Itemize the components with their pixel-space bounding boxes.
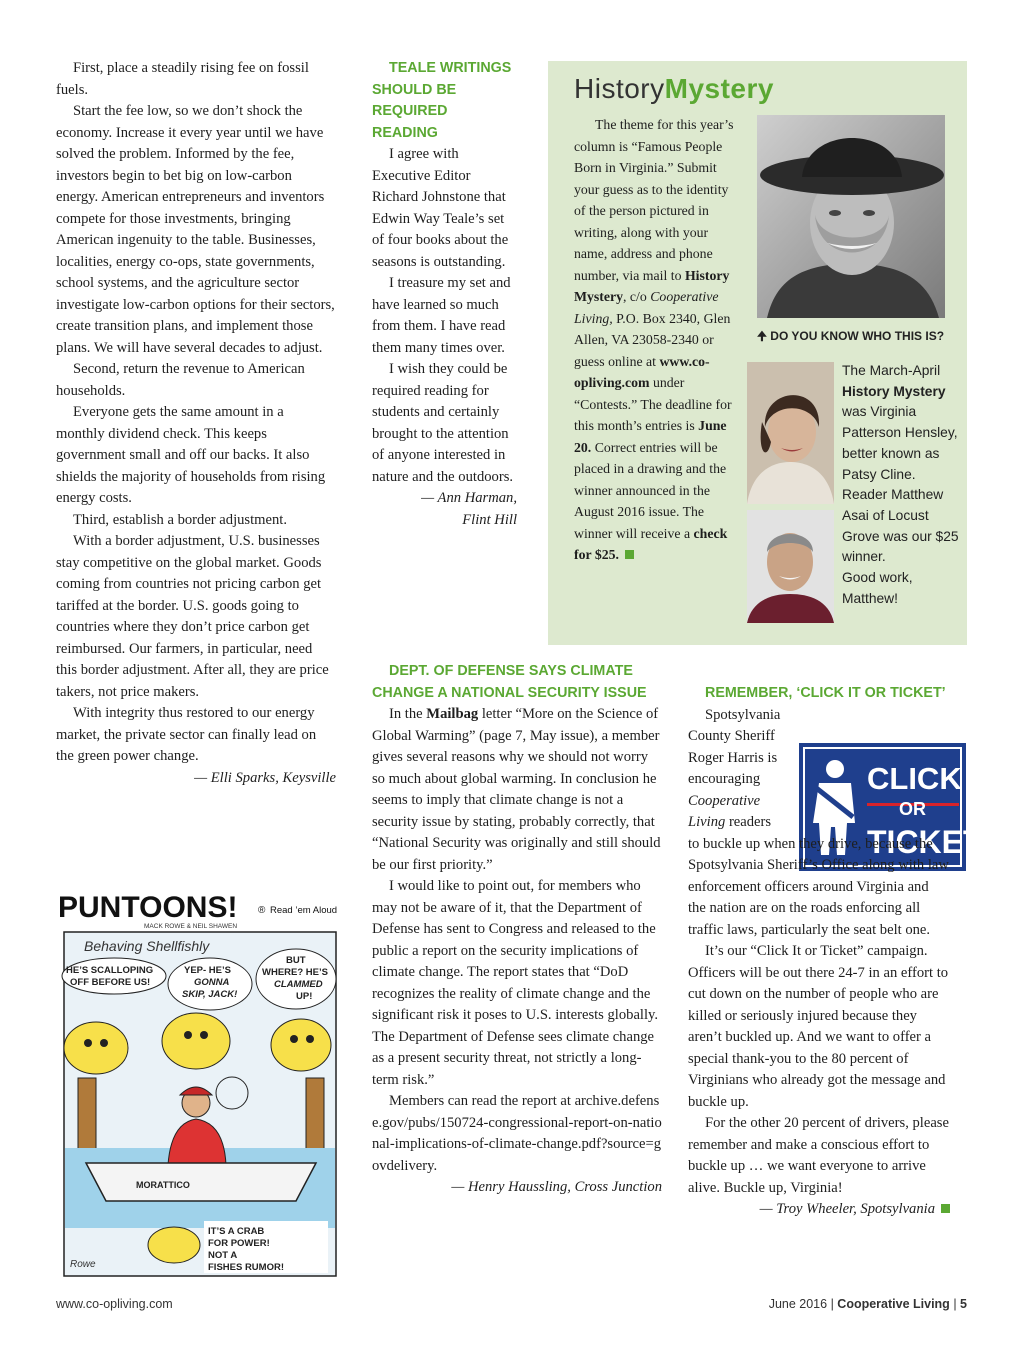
bubble2-line1: YEP- HE’S — [184, 965, 231, 976]
paragraph: I would like to point out, for members who may not be aware of it, that the Department of Defense has sent to Congress and released to the public a report on the security implications of climate change. The report states that “DoD recognizes the reality of climate change and the significant risk it poses to U.S. interests globally. The Department of Defense sees climate change as a present security threat, not strictly a long-term risk.” — [372, 878, 659, 1088]
paragraph: I agree with Executive Editor Richard Johnstone that Edwin Way Teale’s set of four books about the seasons is outstanding. — [372, 146, 509, 270]
text-bold: History Mystery — [842, 383, 946, 399]
bubble4-line3: NOT A — [208, 1250, 238, 1261]
text: In the — [389, 706, 427, 722]
paragraph: Start the fee low, so we don’t shock the economy. Increase it every year until we have solved the problem. Informed by the fee, investors begin to bet big on low-carbon energy. American entrepreneurs and inventors compete for those investments, bringing American ingenuity to the table. Businesses, localities, energy co-ops, state governments, school systems, and the agriculture sector investigate low-carbon options for their sectors, create transition plans, and implement those plans. We will have several decades to adjust. — [56, 103, 335, 356]
dod-letter — [372, 661, 662, 1199]
answer-paragraph — [842, 361, 962, 568]
bubble4-line4: FISHES RUMOR! — [208, 1262, 284, 1273]
answer-closing: Good work, Matthew! — [842, 570, 913, 606]
letter-signature: — Elli Sparks, Keysville — [194, 769, 336, 786]
bubble3-line1: BUT — [286, 955, 306, 966]
bubble1-line2: OFF BEFORE US! — [70, 977, 151, 988]
prize-text: check for $25. — [574, 525, 728, 562]
bubble2-line2: GONNA — [194, 977, 230, 988]
bubble3-line2: WHERE? HE’S — [262, 967, 328, 978]
puntoons-cartoon — [56, 883, 346, 1279]
winner-photo — [747, 510, 834, 623]
text-bold: History Mystery — [574, 267, 730, 304]
paragraph: Everyone gets the same amount in a monthly dividend check. This keeps government small and off our backs. It also shields the majority of households from rising energy costs. — [56, 404, 326, 506]
boat-name: MORATTICO — [136, 1180, 190, 1190]
cartoon-title: Behaving Shellfishly — [84, 938, 210, 954]
page-number: 5 — [960, 1297, 967, 1311]
cartoon-credits: MACK ROWE & NEIL SHAWEN — [144, 923, 238, 930]
paragraph: It’s our “Click It or Ticket” campaign. Officers will be out there 24-7 in an effort to cut down on the number of people who are killed or seriously injured because they aren’t buckled up. And we want to offer a special thank-you to the 80 percent of Virginians who already got the message and buckle up. — [688, 943, 949, 1110]
text: , c/o — [623, 289, 651, 304]
teale-letter — [372, 58, 517, 531]
bubble3-line3: CLAMMED — [274, 979, 323, 990]
text: P.O. Box 2340, Glen Allen, VA 23058-2340 or guess online at — [574, 310, 731, 369]
bubble4-line1: IT’S A CRAB — [208, 1226, 265, 1237]
paragraph: Second, return the revenue to American households. — [56, 361, 305, 399]
text: under “Contests.” The deadline for this month’s entries is — [574, 375, 732, 433]
text: letter “More on the Science of Global Warming” (page 7, May issue), a member gives several reasons why we should not worry so much about global warming. In conclusion he seems to imply that climate change is not a security issue by stating, probably correctly, that “National Security was originally and still should be our first priority.” — [372, 706, 661, 873]
text: The March-April — [842, 363, 941, 378]
click-it-letter — [688, 683, 950, 1221]
letter-heading: TEALE WRITINGS SHOULD BE REQUIRED READING — [372, 60, 512, 141]
text-bold: Mailbag — [426, 706, 479, 722]
bubble2-line3: SKIP, JACK! — [182, 989, 238, 1000]
bubble1-line1: HE’S SCALLOPING — [66, 965, 154, 976]
signature-text: — Troy Wheeler, Spotsylvania — [759, 1201, 935, 1217]
artist-signature: Rowe — [70, 1259, 96, 1270]
letter-signature: — Henry Haussling, Cross Junction — [451, 1179, 662, 1195]
footer-url[interactable]: www.co-opliving.com — [56, 1297, 173, 1311]
bubble3-line4: UP! — [296, 991, 313, 1002]
footer-separator: | — [830, 1297, 834, 1311]
previous-answer-photo — [747, 362, 834, 504]
paragraph: I wish they could be required reading for students and certainly brought to the attention of anyone interested in nature and the outdoors. — [372, 361, 514, 485]
footer-publication: Cooperative Living — [837, 1297, 950, 1311]
mystery-person-photo — [757, 115, 945, 318]
history-mystery-title — [574, 73, 774, 105]
paragraph: Third, establish a border adjustment. — [73, 511, 287, 528]
previous-answer-text — [842, 361, 962, 609]
text: The theme for this year’s column is “Famous People Born in Virginia.” Submit your guess as to the identity of the person pictured in writing, along with your name, address and phone number, via mail to — [574, 117, 734, 283]
paragraph: Members can read the report at archive.defense.gov/pubs/150724-congressional-report-on-national-implications-of-climate-change.pdf?source=govdelivery. — [372, 1093, 662, 1174]
arrow-up-icon: 🠉 — [757, 329, 767, 343]
logo-click-it: CLICK IT — [867, 761, 998, 796]
letter-signature: — Ann Harman, — [421, 490, 517, 506]
paragraph: With integrity thus restored to our energy market, the private sector can finally lead on the green power change. — [56, 705, 317, 764]
deadline-date: June 20. — [574, 418, 727, 455]
letter-signature-place: Flint Hill — [462, 511, 517, 528]
title-history: History — [574, 73, 665, 104]
photo-caption — [757, 327, 944, 348]
logo-float-space — [782, 706, 950, 834]
text-italic: Cooperative Living — [688, 792, 761, 830]
puntoons-logo: PUNTOONS! — [58, 891, 238, 924]
paragraph: I treasure my set and have learned so much from them. I have read them many times over. — [372, 275, 511, 356]
title-mystery: Mystery — [664, 73, 774, 104]
footer-date: June 2016 — [768, 1297, 828, 1311]
paragraph: For the other 20 percent of drivers, please remember and make a conscious effort to buckle up … we want everyone to arrive alive. Buckle up, Virginia! — [688, 1115, 949, 1196]
paragraph: With a border adjustment, U.S. businesses stay competitive on the global market. Goods coming from countries not pricing carbon get tariffed at the border. U.S. goods going to countries where they don’t price carbon get reimbursed. Our farmers, in particular, need this border adjustment. After all, they are price takers, not price makers. — [56, 533, 329, 700]
history-mystery-instructions — [574, 114, 740, 566]
paragraph: First, place a steadily rising fee on fossil fuels. — [56, 60, 309, 98]
website-link[interactable]: www.co-opliving.com — [574, 353, 710, 390]
bubble4-line2: FOR POWER! — [208, 1238, 270, 1249]
footer-folio — [769, 1297, 967, 1311]
text: Correct entries will be placed in a drawing and the winner announced in the August 2016 issue. The winner will receive a — [574, 439, 727, 541]
registered-mark: ® — [258, 905, 266, 916]
end-mark-icon — [625, 550, 634, 559]
text: readers to buckle up when they drive, because the Spotsylvania Sheriff’s Office along with law enforcement officers around Virginia and the nation are on the roads enforcing all traffic laws, particularly the seat belt one. — [688, 814, 949, 938]
text: Spotsylvania County Sheriff Roger Harris is encouraging — [688, 706, 781, 787]
end-mark-icon — [941, 1204, 950, 1213]
caption-text: DO YOU KNOW WHO THIS IS? — [770, 329, 945, 343]
paragraph — [372, 704, 662, 876]
read-aloud: Read ’em Aloud — [270, 905, 338, 916]
letter-heading: REMEMBER, ‘CLICK IT OR TICKET’ — [705, 685, 946, 701]
text: was Virginia Patterson Hensley, better known as Patsy Cline. Reader Matthew Asai of Locust Grove was our $25 winner. — [842, 404, 959, 565]
footer-separator: | — [953, 1297, 957, 1311]
text-italic: Cooperative Living, — [574, 289, 719, 326]
letter-column-1 — [56, 58, 336, 789]
logo-ticket: TICKET — [867, 824, 983, 860]
letter-heading: DEPT. OF DEFENSE SAYS CLIMATE CHANGE A NATIONAL SECURITY ISSUE — [372, 663, 647, 701]
letter-signature — [688, 1199, 950, 1221]
logo-or: OR — [899, 799, 926, 819]
instructions-paragraph — [574, 114, 740, 566]
